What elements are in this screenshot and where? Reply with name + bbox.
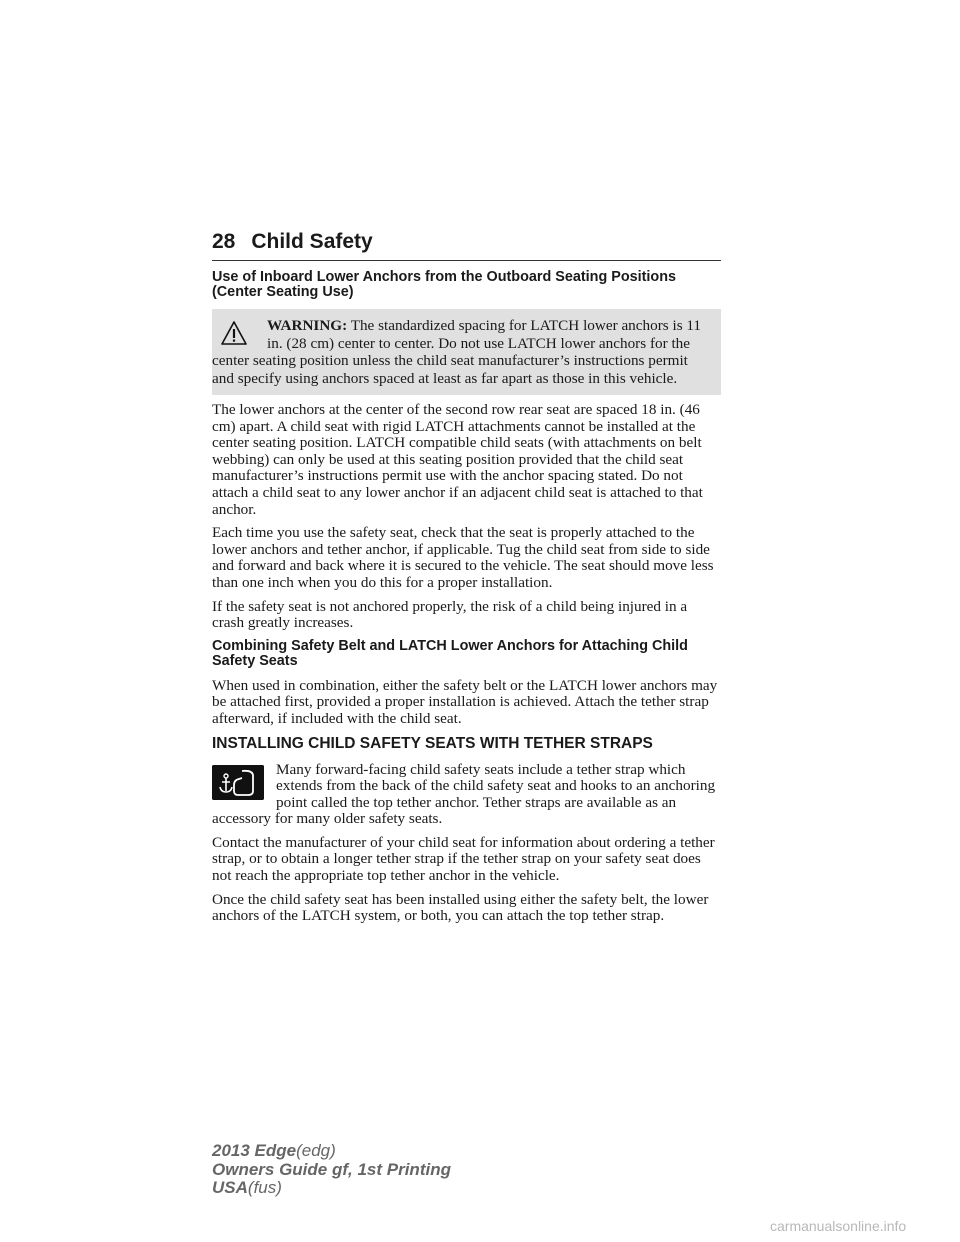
paragraph-check-seat: Each time you use the safety seat, check that the seat is properly attached to the lower anchors and tether anchor, if applicable. Tug the child seat from side to side and forward and back where it is secured to the vehicle. The seat should move less than one inch when you do this for a proper installation.: [212, 524, 714, 591]
page-content: [212, 270, 721, 932]
tether-heading: INSTALLING CHILD SAFETY SEATS WITH TETHER STRAPS: [212, 734, 653, 752]
warning-triangle-icon: [221, 320, 247, 346]
warning-box: [212, 309, 721, 395]
footer-line-model: 2013 Edge(edg): [212, 1141, 336, 1160]
page-title: Child Safety: [251, 230, 373, 253]
site-watermark: carmanualsonline.info: [770, 1218, 907, 1234]
header-rule: [212, 260, 721, 261]
combining-heading: Combining Safety Belt and LATCH Lower Anchors for Attaching Child Safety Seats: [212, 637, 688, 669]
footer-line-guide: Owners Guide gf, 1st Printing: [212, 1159, 451, 1179]
child-seat-tether-anchor-icon: [212, 765, 264, 800]
page-header: [212, 230, 721, 254]
inboard-anchors-heading: Use of Inboard Lower Anchors from the Outboard Seating Positions (Center Seating Use): [212, 269, 676, 300]
paragraph-attach-tether: Once the child safety seat has been installed using either the safety belt, the lower anchors of the LATCH system, or both, you can attach the top tether strap.: [212, 890, 709, 925]
document-footer: [212, 1142, 451, 1198]
page-number: 28: [212, 230, 236, 253]
paragraph-combination: When used in combination, either the safety belt or the LATCH lower anchors may be attached first, provided a proper installation is achieved. Attach the tether strap afterward, if included with the child seat.: [212, 676, 718, 727]
warning-text: The standardized spacing for LATCH lower anchors is 11 in. (28 cm) center to center. Do not use LATCH lower anchors for the center seating position unless the child seat manufacturer’s instructions permit and specify using anchors spaced at least as far apart as those in this vehicle.: [212, 317, 702, 387]
paragraph-risk: If the safety seat is not anchored properly, the risk of a child being injured in a crash greatly increases.: [212, 597, 688, 632]
paragraph-contact-manufacturer: Contact the manufacturer of your child seat for information about ordering a tether strap, or to obtain a longer tether strap if the tether strap on your safety seat does not reach the appropriate top tether anchor in the vehicle.: [212, 833, 715, 885]
paragraph-tether-intro: [212, 762, 721, 828]
footer-line-market: USA(fus): [212, 1178, 282, 1197]
paragraph-center-spacing: The lower anchors at the center of the second row rear seat are spaced 18 in. (46 cm) apart. A child seat with rigid LATCH attachments cannot be installed at the center seating position. LATCH compatible child seats (with attachments on belt webbing) can only be used at this seating position provided that the child seat manufacturer’s instructions permit use with the anchor spacing stated. Do not attach a child seat to any lower anchor if an adjacent child seat is attached to that anchor.: [212, 401, 703, 518]
warning-label: WARNING:: [267, 317, 348, 334]
tether-intro-text: Many forward-facing child safety seats include a tether strap which extends from the back of the child safety seat and hooks to an anchoring point called the top tether anchor. Tether straps are available as an accessory for many older safety seats.: [212, 760, 716, 828]
